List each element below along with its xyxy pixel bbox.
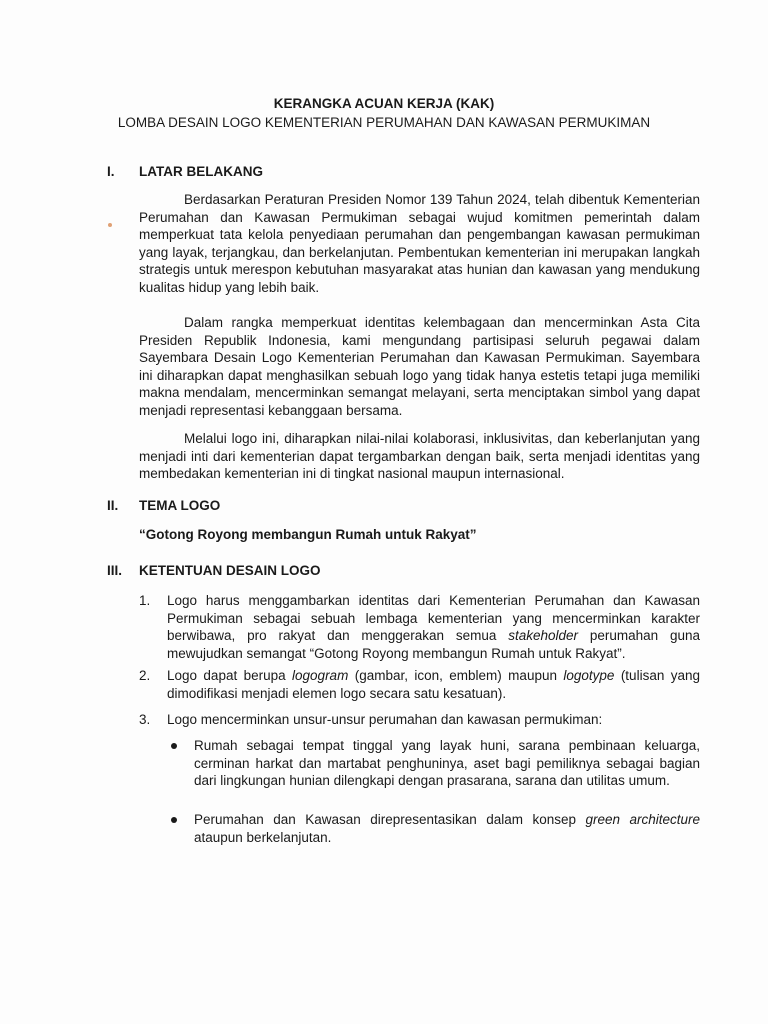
item-number: 1. — [139, 593, 151, 608]
ketentuan-bullet-2 — [167, 811, 700, 846]
document-title: KERANGKA ACUAN KERJA (KAK) — [273, 96, 495, 111]
bullet-dot — [171, 817, 177, 823]
item-number: 2. — [139, 668, 151, 683]
ketentuan-bullet-1 — [167, 737, 700, 790]
ketentuan-item-2 — [139, 667, 700, 702]
item-number: 3. — [139, 712, 151, 727]
section-title-tema-logo: TEMA LOGO — [139, 498, 221, 513]
latar-belakang-paragraph-3: Melalui logo ini, diharapkan nilai-nilai kolaborasi, inklusivitas, dan keberlanjutan yang menjadi inti dari kementerian dapat tergambarkan dengan baik, serta menjadi identitas yang membedakan kementerian ini di tingkat nasional maupun internasional. — [139, 431, 700, 482]
section-title-ketentuan-desain-logo: KETENTUAN DESAIN LOGO — [139, 563, 321, 578]
section-number-1: I. — [107, 164, 115, 179]
bullet-dot — [171, 743, 177, 749]
scan-speck — [108, 223, 112, 227]
bullet-text: Rumah sebagai tempat tinggal yang layak huni, sarana pembinaan keluarga, cerminan harkat dan martabat penghuninya, aset bagi pemiliknya sebagai bagian dari lingkungan hunian dilengkapi dengan prasarana, sarana dan utilitas umum. — [194, 738, 700, 789]
document-subtitle: LOMBA DESAIN LOGO KEMENTERIAN PERUMAHAN DAN KAWASAN PERMUKIMAN — [117, 115, 651, 130]
item-text: Logo dapat berupa logogram (gambar, icon, emblem) maupun logotype (tulisan yang dimodifikasi menjadi elemen logo secara satu kesatuan). — [167, 668, 701, 701]
latar-belakang-paragraph-2: Dalam rangka memperkuat identitas kelembagaan dan mencerminkan Asta Cita Presiden Republik Indonesia, kami mengundang partisipasi seluruh pegawai dalam Sayembara Desain Logo Kementerian Perumahan dan Kawasan Permukiman. Sayembara ini diharapkan dapat menghasilkan sebuah logo yang tidak hanya estetis tetapi juga memiliki makna mendalam, mencerminkan semangat melayani, serta menciptakan simbol yang dapat menjadi representasi kebanggaan bersama. — [139, 315, 700, 418]
bullet-text: Perumahan dan Kawasan direpresentasikan dalam konsep green architecture ataupun berkelanjutan. — [194, 812, 700, 845]
ketentuan-item-3 — [139, 711, 700, 729]
ketentuan-item-1 — [139, 592, 700, 662]
item-text: Logo harus menggambarkan identitas dari Kementerian Perumahan dan Kawasan Permukiman sebagai sebuah lembaga kementerian yang mencerminkan karakter berwibawa, pro rakyat dan menggerakan semua stakeholder perumahan guna mewujudkan semangat “Gotong Royong membangun Rumah untuk Rakyat”. — [167, 593, 700, 661]
section-number-2: II. — [107, 498, 119, 513]
section-number-3: III. — [107, 563, 123, 578]
latar-belakang-paragraph-1: Berdasarkan Peraturan Presiden Nomor 139 Tahun 2024, telah dibentuk Kementerian Perumahan dan Kawasan Permukiman sebagai wujud komitmen pemerintah dalam memperkuat tata kelola penyediaan perumahan dan pengembangan kawasan permukiman yang layak, terjangkau, dan berkelanjutan. Pembentukan kementerian ini merupakan langkah strategis untuk merespon kebutuhan masyarakat atas hunian dan kawasan yang mendukung kualitas hidup yang lebih baik. — [139, 192, 700, 295]
item-text: Logo mencerminkan unsur-unsur perumahan dan kawasan permukiman: — [167, 712, 603, 727]
logo-theme-quote: “Gotong Royong membangun Rumah untuk Rakyat” — [139, 527, 477, 542]
section-title-latar-belakang: LATAR BELAKANG — [139, 164, 263, 179]
